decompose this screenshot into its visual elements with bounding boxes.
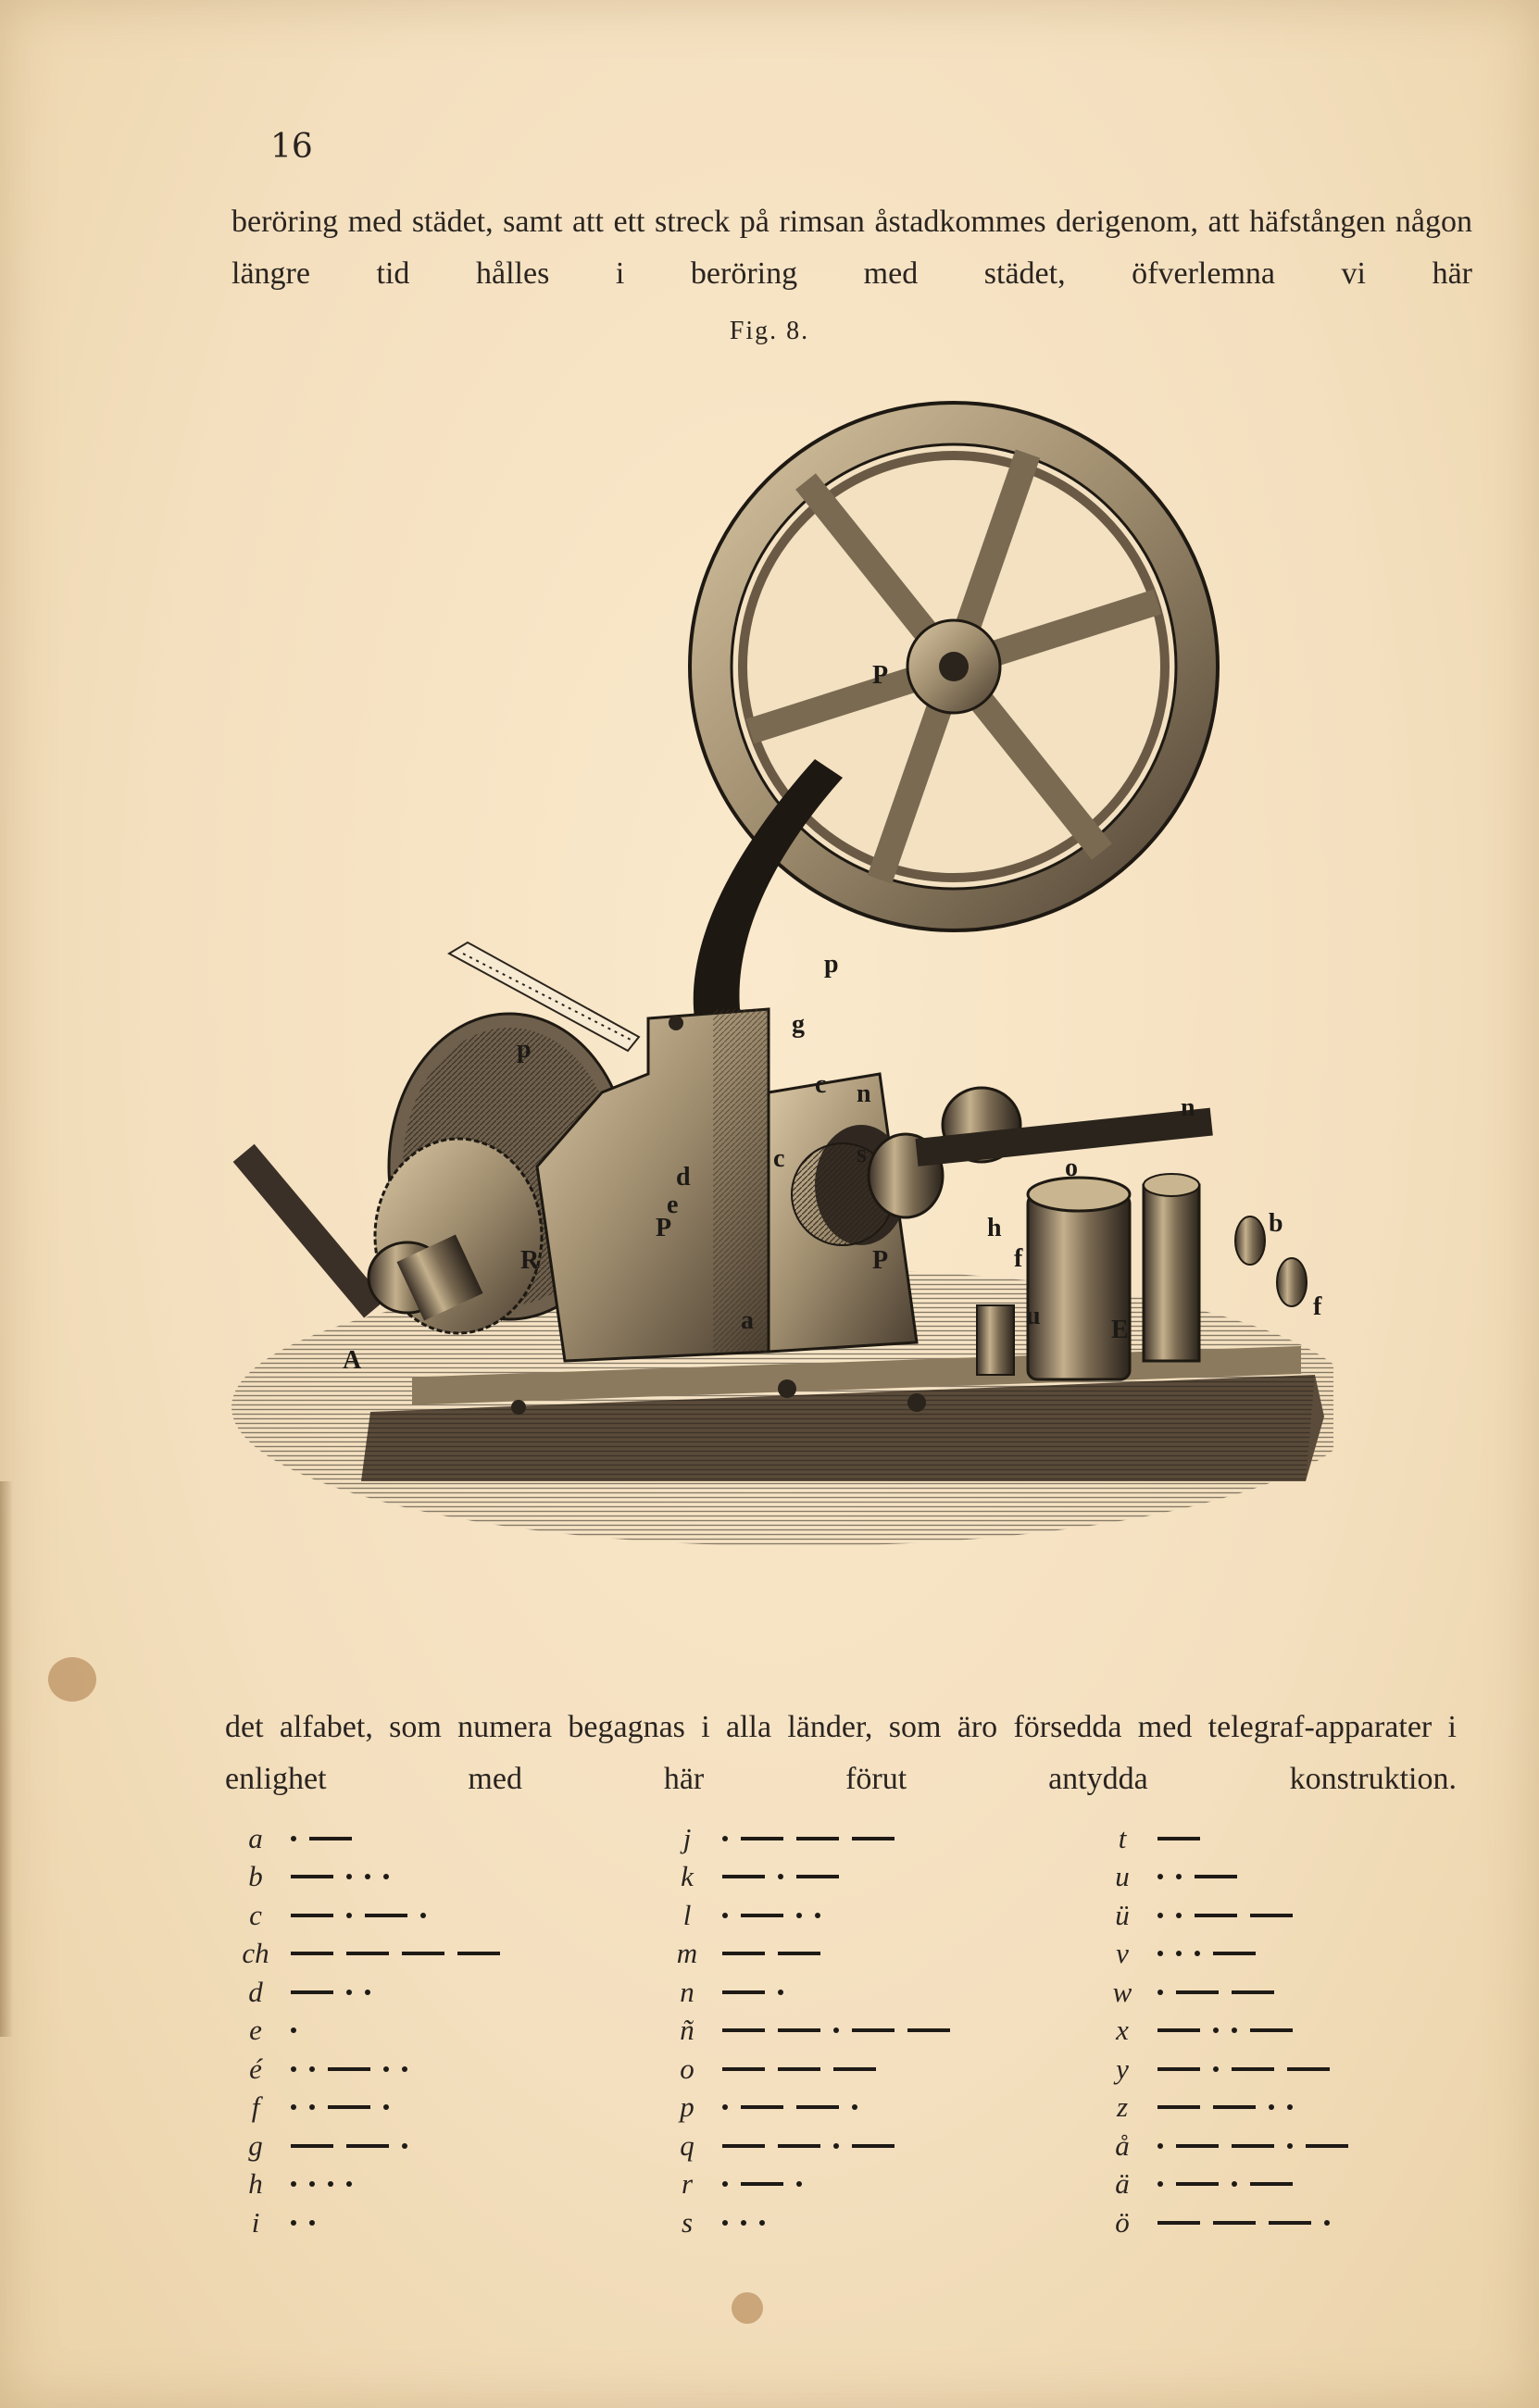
morse-dash [1157,2105,1200,2109]
morse-dot [346,1874,352,1879]
morse-letter: d [248,1975,263,2008]
morse-letter: p [680,2090,694,2124]
morse-dash [833,2067,876,2071]
morse-dash [291,1875,333,1878]
morse-row [657,1935,950,1974]
morse-dash [1232,2144,1274,2148]
morse-code [1157,2066,1330,2072]
morse-dash [1213,2221,1256,2225]
morse-code [722,1913,820,1918]
morse-letter: n [680,1975,694,2008]
morse-dash [722,2144,765,2148]
morse-row [657,2050,950,2089]
morse-dash [741,2105,783,2109]
morse-letter: l [682,1898,692,1931]
morse-letter: o [680,2052,694,2085]
morse-column-2 [657,1819,950,2242]
morse-row [226,2012,500,2051]
morse-dash [1213,2105,1256,2109]
morse-dash [722,1990,765,1994]
morse-dash [1157,2067,1200,2071]
morse-row [657,1973,950,2012]
morse-row [226,1973,500,2012]
morse-dash [1176,2182,1219,2186]
morse-dash [1232,2067,1274,2071]
morse-alphabet-table [0,1819,1539,2245]
morse-dot [365,1874,370,1879]
morse-dot [328,2181,333,2187]
morse-dot [1195,1951,1200,1956]
figure-label: f [1014,1244,1023,1273]
figure-label: e [667,1191,679,1219]
morse-letter: m [676,1937,698,1970]
figure-label: a [741,1306,754,1335]
morse-letter: i [251,2205,260,2239]
morse-dot [1157,1874,1163,1879]
morse-dash [1157,1837,1200,1840]
morse-dash [778,1952,820,1955]
morse-letter: v [1116,1937,1129,1970]
morse-code [1157,2027,1293,2033]
morse-dot [291,2104,296,2110]
morse-dot [1269,2104,1274,2110]
morse-code [1157,2220,1330,2226]
morse-row [226,1896,500,1935]
morse-dash [796,2105,839,2109]
morse-dash [309,1837,352,1840]
morse-column-1 [226,1819,500,2242]
morse-dash [722,1952,765,1955]
figure-label: P [872,1246,889,1275]
morse-letter: z [1116,2090,1129,2124]
morse-dot [291,2181,296,2187]
morse-dash [778,2028,820,2032]
morse-row [226,2165,500,2204]
morse-code [291,1913,426,1918]
morse-dot [346,2181,352,2187]
morse-dot [309,2181,315,2187]
morse-code [291,1990,370,1995]
morse-dot [1232,2027,1237,2033]
morse-row [657,1819,950,1858]
morse-dot [1176,1951,1182,1956]
morse-dot [291,2027,296,2033]
morse-letter: h [248,2167,263,2201]
morse-dash [402,1952,444,1955]
figure-label: s [857,1140,867,1168]
morse-letter: s [681,2205,694,2239]
morse-letter: ö [1115,2205,1130,2239]
morse-dot [291,2066,296,2072]
morse-dash [328,2067,370,2071]
morse-code [722,1874,839,1879]
morse-row [226,1935,500,1974]
morse-dot [1324,2220,1330,2226]
morse-row [1093,2165,1348,2204]
morse-dot [722,2104,728,2110]
morse-dash [852,1837,895,1840]
morse-dash [1250,1914,1293,1917]
morse-letter: w [1112,1975,1132,2008]
morse-row [1093,1858,1348,1897]
morse-row [1093,1896,1348,1935]
morse-dash [457,1952,500,1955]
foxing-stain [732,2292,763,2324]
morse-row [1093,2012,1348,2051]
figure-label: c [773,1144,785,1173]
morse-row [657,1858,950,1897]
morse-dot [1232,2181,1237,2187]
morse-letter: ä [1115,2167,1130,2201]
morse-letter: k [681,1860,694,1893]
morse-row [226,2203,500,2242]
morse-dash [346,1952,389,1955]
figure-label: d [676,1163,691,1192]
figure-label: f [1313,1292,1322,1321]
morse-dot [1287,2143,1293,2149]
morse-dash [796,1837,839,1840]
morse-dash [1176,2144,1219,2148]
morse-dash [741,2182,783,2186]
morse-code [1157,1951,1256,1956]
morse-code [291,1952,500,1955]
morse-dash [291,1914,333,1917]
morse-letter: b [248,1860,263,1893]
morse-dash [741,1914,783,1917]
morse-dash [1232,1990,1274,1994]
morse-letter: ü [1115,1898,1130,1931]
morse-dash [346,2144,389,2148]
paragraph-bottom: det alfabet, som numera begagnas i alla länder, som äro försedda med telegraf-apparater i enlighet med här förut antydda konstruktion. [225,1710,1457,1796]
morse-row [657,2127,950,2165]
morse-dot [722,1913,728,1918]
morse-dash [796,1875,839,1878]
figure-label: h [987,1214,1002,1242]
morse-code [1157,2181,1293,2187]
morse-row [657,2012,950,2051]
figure-caption: Fig. 8. [729,317,810,345]
morse-dash [291,1952,333,1955]
morse-dot [365,1990,370,1995]
morse-code [722,2220,765,2226]
foxing-stain [48,1657,96,1702]
morse-code [722,1952,820,1955]
morse-code [1157,1837,1200,1840]
morse-dash [778,2144,820,2148]
morse-dash [1250,2182,1293,2186]
morse-dot [309,2104,315,2110]
morse-dash [1157,2221,1200,2225]
morse-dot [759,2220,765,2226]
morse-row [1093,2127,1348,2165]
morse-dash [741,1837,783,1840]
morse-letter: c [249,1898,262,1931]
morse-dash [291,1990,333,1994]
morse-code [722,1990,783,1995]
morse-code [1157,1913,1293,1918]
morse-dot [1157,1990,1163,1995]
morse-dot [815,1913,820,1918]
morse-dash [1287,2067,1330,2071]
morse-dash [1250,2028,1293,2032]
morse-dash [1176,1990,1219,1994]
morse-code [291,1874,389,1879]
figure-label: p [517,1035,532,1064]
morse-dot [1157,1913,1163,1918]
morse-dot [346,1990,352,1995]
morse-letter: x [1116,2014,1129,2047]
morse-code [1157,1874,1237,1879]
morse-code [722,2067,876,2071]
figure-label: A [343,1346,362,1375]
morse-dot [722,1836,728,1841]
morse-dot [309,2220,315,2226]
morse-dash [1195,1875,1237,1878]
morse-dot [1287,2104,1293,2110]
telegraph-apparatus-illustration [213,370,1333,1666]
morse-letter: j [682,1821,692,1854]
morse-dash [1213,1952,1256,1955]
morse-row [226,2127,500,2165]
morse-dot [1176,1913,1182,1918]
morse-dash [852,2028,895,2032]
morse-code [291,1836,352,1841]
morse-dash [365,1914,407,1917]
morse-code [722,2181,802,2187]
morse-dot [796,1913,802,1918]
morse-letter: u [1115,1860,1130,1893]
morse-dot [291,1836,296,1841]
morse-dot [722,2181,728,2187]
morse-dash [722,2067,765,2071]
morse-dot [346,1913,352,1918]
figure-label: u [1026,1302,1041,1330]
morse-letter: ñ [680,2014,694,2047]
morse-letter: f [251,2090,260,2124]
morse-code [722,2104,857,2110]
figure-label: P [872,661,889,690]
morse-dot [852,2104,857,2110]
morse-dot [778,1990,783,1995]
morse-code [291,2181,352,2187]
morse-dot [833,2143,839,2149]
figure-label: c [815,1070,827,1099]
morse-dash [852,2144,895,2148]
morse-code [722,1836,895,1841]
morse-row [657,2203,950,2242]
morse-row [1093,1973,1348,2012]
figure-label: n [857,1079,871,1108]
morse-letter: q [680,2128,694,2162]
morse-dash [1306,2144,1348,2148]
morse-dot [291,2220,296,2226]
morse-dash [328,2105,370,2109]
morse-dot [383,1874,389,1879]
figure-label: P [656,1214,672,1242]
morse-row [1093,2203,1348,2242]
figure-label: n [1181,1093,1195,1122]
morse-dash [291,2144,333,2148]
morse-row [1093,2089,1348,2127]
morse-dash [1157,2028,1200,2032]
morse-row [1093,1819,1348,1858]
morse-row [657,1896,950,1935]
morse-code [1157,1990,1274,1995]
morse-code [291,2066,407,2072]
morse-letter: ch [242,1937,269,1970]
morse-dash [1269,2221,1311,2225]
morse-dash [907,2028,950,2032]
morse-code [1157,2104,1293,2110]
morse-dot [1213,2066,1219,2072]
morse-dot [1157,2143,1163,2149]
morse-dot [1157,1951,1163,1956]
morse-row [226,2089,500,2127]
morse-dash [722,2028,765,2032]
morse-row [657,2165,950,2204]
morse-dot [1176,1874,1182,1879]
morse-letter: r [681,2167,694,2201]
morse-letter: é [249,2052,262,2085]
morse-dot [420,1913,426,1918]
morse-code [291,2104,389,2110]
page-number: 16 [270,128,313,166]
morse-letter: t [1118,1821,1127,1854]
morse-dash [1195,1914,1237,1917]
figure-label: E [1111,1316,1129,1344]
morse-row [226,1858,500,1897]
morse-dot [833,2027,839,2033]
morse-row [1093,2050,1348,2089]
morse-dot [402,2143,407,2149]
morse-dot [383,2104,389,2110]
morse-dot [309,2066,315,2072]
morse-dot [796,2181,802,2187]
morse-letter: y [1116,2052,1129,2085]
figure-label: b [1269,1209,1283,1238]
morse-row [657,2089,950,2127]
morse-dot [1213,2027,1219,2033]
morse-column-3 [1093,1819,1348,2242]
figure-label: g [792,1010,805,1039]
morse-row [226,1819,500,1858]
morse-code [291,2143,407,2149]
morse-code [291,2027,296,2033]
morse-dot [1157,2181,1163,2187]
morse-code [1157,2143,1348,2149]
morse-row [1093,1935,1348,1974]
figure-label: o [1065,1154,1078,1182]
morse-letter: g [248,2128,263,2162]
paragraph-top: beröring med städet, samt att ett streck på rimsan åstadkommes derigenom, att häfstången någon längre tid hålles i beröring med städet, öfverlemna vi här [231,205,1472,291]
morse-dot [402,2066,407,2072]
figure-label: R [520,1246,540,1275]
morse-dot [383,2066,389,2072]
morse-code [722,2027,950,2033]
morse-letter: å [1115,2128,1130,2162]
morse-code [291,2220,315,2226]
morse-dot [722,2220,728,2226]
morse-dash [722,1875,765,1878]
morse-dot [741,2220,746,2226]
morse-letter: a [248,1821,263,1854]
morse-letter: e [249,2014,262,2047]
morse-dash [778,2067,820,2071]
figure-label: p [824,950,839,979]
morse-row [226,2050,500,2089]
morse-code [722,2143,895,2149]
morse-dot [778,1874,783,1879]
